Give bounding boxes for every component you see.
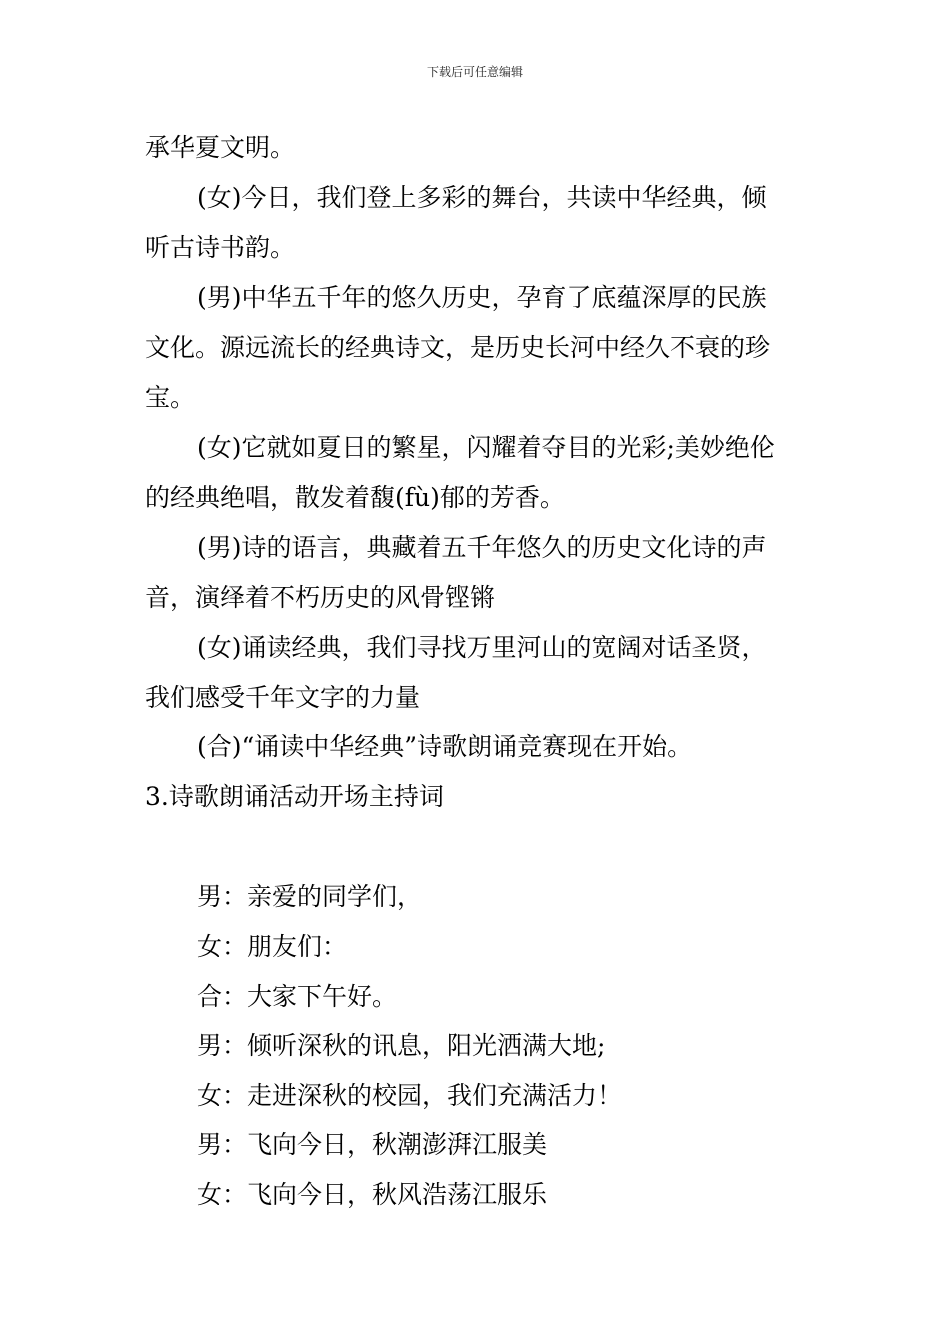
dialogue-line: 女：朋友们： bbox=[197, 932, 348, 961]
text-line: (合)“诵读中华经典”诗歌朗诵竞赛现在开始。 bbox=[197, 732, 693, 761]
dialogue-line: 女：走进深秋的校园，我们充满活力！ bbox=[197, 1081, 623, 1110]
text-line: (男)中华五千年的悠久历史，孕育了底蕴深厚的民族 bbox=[197, 283, 767, 312]
page-header: 下载后可任意编辑 bbox=[426, 65, 523, 79]
text-line: 我们感受千年文字的力量 bbox=[145, 683, 421, 712]
text-line: 的经典绝唱，散发着馥(fù)郁的芳香。 bbox=[145, 483, 565, 512]
text-line: (女)今日，我们登上多彩的舞台，共读中华经典，倾 bbox=[197, 183, 767, 212]
dialogue-line: 男：飞向今日，秋潮澎湃江服美 bbox=[197, 1130, 548, 1159]
text-line: 承华夏文明。 bbox=[145, 133, 296, 162]
text-line: (女)它就如夏日的繁星，闪耀着夺目的光彩;美妙绝伦 bbox=[197, 433, 775, 462]
text-line: (女)诵读经典，我们寻找万里河山的宽阔对话圣贤， bbox=[197, 633, 767, 662]
text-line: 音，演绎着不朽历史的风骨铿锵 bbox=[145, 583, 496, 612]
dialogue-line: 合：大家下午好。 bbox=[197, 982, 398, 1011]
section-heading: 3.诗歌朗诵活动开场主持词 bbox=[145, 782, 444, 811]
dialogue-line: 女：飞向今日，秋风浩荡江服乐 bbox=[197, 1180, 548, 1209]
text-line: 宝。 bbox=[145, 383, 196, 412]
text-line: 文化。源远流长的经典诗文，是历史长河中经久不衰的珍 bbox=[145, 333, 771, 362]
dialogue-line: 男：亲爱的同学们， bbox=[197, 882, 423, 911]
dialogue-line: 男：倾听深秋的讯息，阳光洒满大地; bbox=[197, 1031, 606, 1060]
text-line: 听古诗书韵。 bbox=[145, 233, 296, 262]
text-line: (男)诗的语言，典藏着五千年悠久的历史文化诗的声 bbox=[197, 533, 767, 562]
